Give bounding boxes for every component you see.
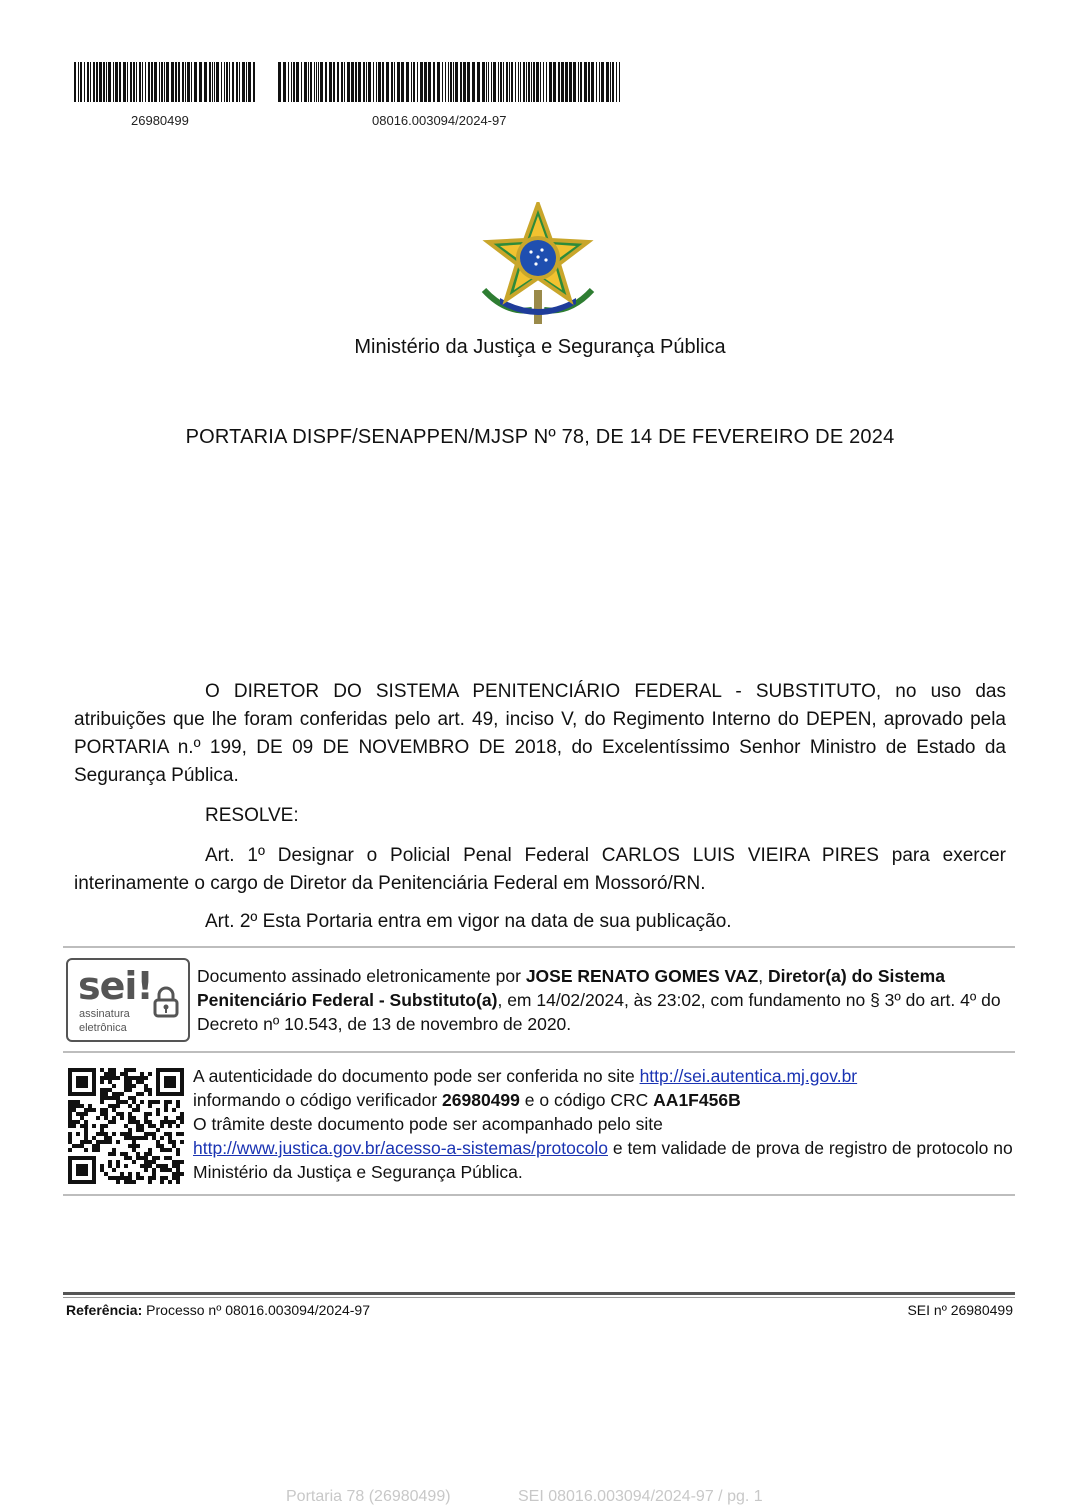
ministry-name: Ministério da Justiça e Segurança Pública [354,336,726,358]
protocolo-link[interactable]: http://www.justica.gov.br/acesso-a-sistemas/protocolo [193,1138,608,1158]
footer-rule-thin [63,1297,1015,1298]
page-footer-right: SEI 08016.003094/2024-97 / pg. 1 [518,1488,763,1505]
document-title: PORTARIA DISPF/SENAPPEN/MJSP Nº 78, DE 14 DE FEVEREIRO DE 2024 [185,426,895,448]
footer-reference: Referência: Processo nº 08016.003094/2024-97 [66,1302,370,1318]
sei-logo-sub2: eletrônica [79,1022,127,1034]
divider [63,946,1015,948]
signature-text: Documento assinado eletronicamente por JOSE RENATO GOMES VAZ, Diretor(a) do Sistema Penitenciário Federal - Substituto(a), em 14/02/2024, às 23:02, com fundamento no § 3º do art. 4º do Decreto nº 10.543, de 13 de novembro de 2020. [197,966,1001,1034]
sei-logo-word: sei! [78,964,153,1008]
article-1-paragraph: Art. 1º Designar o Policial Penal Federal CARLOS LUIS VIEIRA PIRES para exercer interinamente o cargo de Diretor da Penitenciária Federal em Mossoró/RN. [74,845,1006,894]
qr-code [68,1068,184,1184]
signer-role: Diretor(a) do Sistema Penitenciário Federal - Substituto(a) [197,966,945,1010]
sei-signature-logo [66,958,190,1042]
sei-logo-sub1: assinatura [79,1008,130,1020]
brazil-coat-of-arms-icon [476,202,600,326]
page-footer-left: Portaria 78 (26980499) [286,1488,451,1505]
barcode-right [278,62,622,102]
sei-autentica-link[interactable]: http://sei.autentica.mj.gov.br [639,1066,858,1086]
resolve-paragraph: RESOLVE: [205,805,299,826]
divider [63,1051,1015,1053]
footer-sei-number: SEI nº 26980499 [907,1302,1013,1318]
preamble-paragraph: O DIRETOR DO SISTEMA PENITENCIÁRIO FEDERAL - SUBSTITUTO, no uso das atribuições que lhe foram conferidas pelo art. 49, inciso V, do Regimento Interno do DEPEN, aprovado pela PORTARIA n.º 199, DE 09 DE NOVEMBRO DE 2018, do Excelentíssimo Senhor Ministro de Estado da Segurança Pública. [74,681,1006,786]
lock-icon [152,986,180,1023]
barcode-left [74,62,256,102]
crc-code: AA1F456B [653,1090,741,1110]
footer-rule [63,1292,1015,1295]
signer-name: JOSE RENATO GOMES VAZ [525,966,759,986]
barcode-right-label: 08016.003094/2024-97 [372,113,507,128]
article-2-paragraph: Art. 2º Esta Portaria entra em vigor na data de sua publicação. [205,911,732,932]
barcode-left-label: 26980499 [131,113,189,128]
authenticity-text: A autenticidade do documento pode ser conferida no site http://sei.autentica.mj.gov.br informando o código verificador 26980499 e o código CRC AA1F456B O trâmite deste documento pode ser acompanhado pelo site http://www.justica.gov.br/acesso-a-sistemas/protocolo e tem validade de prova de registro de protocolo no Ministério da Justiça e Segurança Pública. [193,1066,1013,1182]
divider [63,1194,1015,1196]
verifier-code: 26980499 [442,1090,520,1110]
